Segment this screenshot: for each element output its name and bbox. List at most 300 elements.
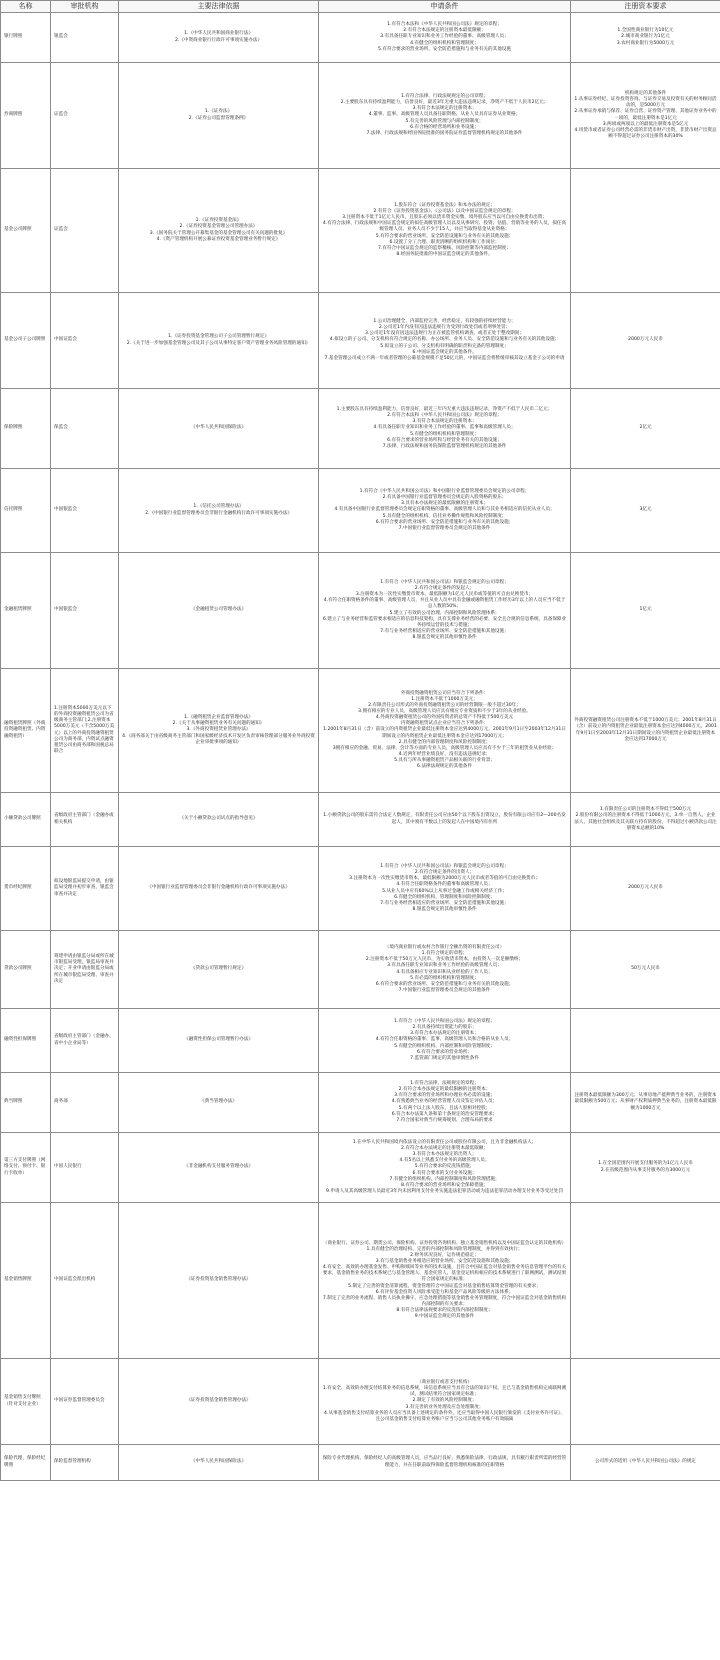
capital-line: 3.农村商业银行为5000万元	[616, 40, 675, 46]
legal-basis-line: 2.《关于进一步加强基金管理公司及其子公司从事特定客户资产管理业务风险管理的通知》	[126, 340, 311, 346]
legal-basis-line: 《贷款公司管理暂行规定》	[190, 966, 247, 972]
requirement-line: 5.有两个以上法人股东，且法人股相对控股；	[398, 1105, 491, 1111]
requirement-line: 4.有符合法律、行政法规和中国证监会规定的拟任高级管理人员以及从事研究、投资、估值、营销等业务的人员，拟任高级管理人员、业务人员不少于15人，并应当取得基金从业资格；	[322, 221, 567, 233]
table-row	[1, 169, 720, 293]
requirement-line: 6.有符合要求的营业场所和与经营业务有关的其他设施；	[387, 437, 502, 443]
requirement-line: 2.具有健全的内部管理制度和风险控制制度；	[398, 739, 491, 745]
requirement-line: 7.制定了完善的业务流程、销售人员执业操守、应急处理措施等基金销售业务管理制度，符合中国证监会对基金销售机构内部控制的有关要求；	[322, 1295, 567, 1307]
requirement-line: 1.主要股东具有持续盈利能力，信誉良好，最近三年内无重大违法违规记录，净资产不低于人民币二亿元；	[336, 407, 553, 413]
license-name-cell	[1, 1445, 51, 1481]
requirement-line: 6.建立了与业务经营和监管要求相适应的信息科技架构，具有支撑业务经营的必要、安全且合规的信息系统，具备保障业务持续运营的技术与措施；	[322, 616, 567, 628]
table-row	[1, 553, 720, 669]
approval-org: 拟设地银监局提交申请，由银监局受理并初步审查，银监会审查并决定	[54, 879, 114, 897]
requirement-line: 4.有具备任职专业知识和业务工作经验的董事、监事和高级管理人员；	[373, 425, 516, 431]
requirement-line: 5.具有健全的组织机构、信托业务操作规程和风险控制制度；	[382, 513, 507, 519]
requirement-line: 3.有具备任职专业知识和业务工作经验的董事、高级管理人员；	[380, 34, 509, 40]
header-req: 申请条件	[319, 1, 571, 13]
capital-line: 1.全国性商业银行为10亿元	[617, 28, 674, 34]
requirements-cell	[319, 1009, 571, 1073]
legal-basis-cell	[119, 553, 319, 669]
requirements-cell	[319, 13, 571, 63]
capital-line: 1.有限责任公司的注册资本不得低于500万元	[599, 807, 692, 813]
license-name-cell	[1, 1203, 51, 1359]
requirement-line: 3.有符合要求的营业场所和办理业务必需的设施；	[394, 1093, 495, 1099]
capital-cell	[571, 469, 720, 553]
header-row	[1, 1, 720, 13]
approval-org-cell	[51, 1009, 119, 1073]
requirement-line: 3.有具备任职专业知识和业务工作经验的高级管理人员；	[387, 963, 502, 969]
license-name-cell	[1, 389, 51, 469]
capital-cell	[571, 1445, 720, 1481]
requirements-cell	[319, 847, 571, 931]
requirement-line: 2.有符合本法和《中华人民共和国公司法》规定的章程；	[387, 413, 502, 419]
license-name: 信托牌照	[4, 507, 23, 513]
legal-basis-cell	[119, 13, 319, 63]
requirement-line: 6.符合本办法第九条和第十条规定的治安管理要求；	[391, 1111, 498, 1117]
license-name: 货币经纪牌照	[4, 885, 32, 891]
requirement-line: 2.制定了有效的风险控制制度；	[412, 1398, 477, 1404]
requirement-line: 1.有符合《中华人民共和国公司法》和银监会规定的公司章程；	[380, 864, 509, 870]
requirement-line: 1.有符合《中华人民共和国公司法》和中国银行业监督管理委员会规定的公司章程；	[359, 489, 530, 495]
requirement-line: 1.有符合法律、行政法规规定的公司章程；	[400, 94, 489, 100]
requirement-line: 6.法律法规规定的其他条件	[417, 764, 472, 770]
requirement-line: 3.注册资本为一次性实缴货币资本，最低限额为1亿元人民币或等值的可自由兑换货币；	[355, 592, 534, 598]
requirement-line: 2.注册资本不低于50万元人民币，为实收货币资本，由投资人一次足额缴纳；	[365, 957, 524, 963]
table-row	[1, 931, 720, 1009]
requirement-line: 2.有符合规定条件的出资人；	[414, 870, 475, 876]
requirement-line: 8.银监会规定的其他审慎性条件	[412, 634, 477, 640]
requirement-line: 3.有符合本办法规定的出资人；	[412, 1152, 477, 1158]
requirements-cell	[319, 931, 571, 1009]
capital-line: 2000万元人民币	[628, 337, 663, 343]
table-row	[1, 669, 720, 793]
requirement-line: 6.有符合要求的营业场所、安全防范措施和与业务有关的其他设施；	[375, 519, 514, 525]
requirement-line: 4.有5名以上熟悉支付业务的高级管理人员；	[399, 1158, 490, 1164]
legal-basis-line: 《中华人民共和国保险法》	[190, 425, 247, 431]
approval-org: 1.注册资本5000万美元以下的外商投资融资租赁公司为省级商务主管部门;2.注册资本5000万美元（不含5000万美元）以上的外商投资融资租赁公司为商务部，内资试点融资租赁公司由商务部和国税总局联合	[54, 706, 115, 754]
legal-basis-cell	[119, 847, 319, 931]
legal-basis-line: 4.《资产管理机构开展公募证券投资基金管理业务暂行规定》	[156, 236, 281, 242]
legal-basis-line: 《中国银行业监督管理委员会非银行金融机构行政许可事项实施办法》	[147, 885, 290, 891]
requirement-line: 7.中国银行业监督管理委员会规定的其他条件	[398, 987, 491, 993]
approval-org-cell	[51, 553, 119, 669]
requirement-line: 5.从业人员中应有60%以上从事过金融工作或相关经济工作；	[382, 888, 507, 894]
legal-basis-line: 2.《关于从事融资租赁业务有关问题的通知》	[172, 721, 265, 727]
requirements-cell	[319, 1359, 571, 1445]
approval-org-cell	[51, 1203, 119, 1359]
requirement-line: 5.具有与所从事融资租赁产品相关联的行业背景；	[394, 757, 495, 763]
license-name-cell	[1, 469, 51, 553]
license-name-cell	[1, 1073, 51, 1133]
requirement-line: 1.2001年8月31日（含）前设立的内资租赁企业最低注册资本金应达到4000万元，2001年9月1日至2003年12月31日期间设立的内资租赁企业最低注册资本金应达到17000万元；	[323, 727, 566, 739]
requirement-line: 1.公司治理健全，内部监控完善，经营稳定，有较强的持续经营能力；	[373, 319, 516, 325]
approval-org-cell	[51, 13, 119, 63]
requirements-cell	[319, 1133, 571, 1203]
requirement-line: 4.有具备相应专业知识和从业经验的工作人员；	[396, 969, 493, 975]
table-row	[1, 293, 720, 389]
requirement-line: 5.有必需的组织机构和管理制度；	[410, 975, 479, 981]
requirement-line: 7.有符合中国证监会规定的监察稽核、风险控制等内部监控制度；	[377, 245, 511, 251]
legal-basis-cell	[119, 63, 319, 169]
legal-basis-cell	[119, 669, 319, 793]
legal-basis-cell	[119, 389, 319, 469]
license-name-cell	[1, 169, 51, 293]
requirement-line: 1.有符合《中华人民共和国公司法》和银监会规定的公司章程；	[380, 580, 509, 586]
capital-cell	[571, 169, 720, 293]
requirements-cell	[319, 63, 571, 169]
approval-org: 中国人民银行	[54, 1164, 82, 1170]
requirement-line: 2.有符合《证券投资基金法》、《公司法》以及中国证监会规定的章程；	[373, 209, 516, 215]
header-cap: 注册资本要求	[571, 1, 720, 13]
requirement-line: 5.有健全的组织机构和管理制度；	[410, 431, 479, 437]
license-name: 基金销售牌照	[4, 1277, 32, 1283]
table-row	[1, 13, 720, 63]
requirement-line: （商业银行或者支付机构）	[416, 1380, 473, 1386]
license-name: 小额贷款公司牌照	[4, 816, 41, 822]
requirements-cell	[319, 1203, 571, 1359]
requirement-line: 5.有完善的风险管理与内部控制制度；	[405, 118, 484, 124]
requirement-line: 3.有符合本法规定的注册资本；	[412, 106, 477, 112]
legal-basis-line: 1.《证券投资基金管理公司子公司管理暂行规定》	[168, 334, 269, 340]
approval-org-cell	[51, 793, 119, 847]
legal-basis-line: 1.《证券投资基金法》	[195, 218, 242, 224]
requirement-line: 6.有符合要求的营业场所；	[417, 1049, 472, 1055]
license-name-cell	[1, 63, 51, 169]
requirement-line: 5.有符合要求的反洗钱措施；	[414, 1164, 475, 1170]
requirement-line: 7.有健全的组织机构、内部控制制度和风险管理措施；	[389, 1176, 500, 1182]
license-name: 贷款公司牌照	[4, 966, 32, 972]
requirements-cell	[319, 669, 571, 793]
requirement-line: 2.有具备持续出资能力的股东；	[412, 1025, 477, 1031]
requirement-line: 4.有符合任职资格条件的董事、高级管理人员，并且从业人员中具有金融或融资租赁工作经历3年以上的人员应当不低于总人数的50%；	[323, 598, 566, 610]
capital-cell	[571, 669, 720, 793]
requirements-cell	[319, 469, 571, 553]
capital-line: 2000万元人民币	[628, 885, 663, 891]
license-name: 典当牌照	[4, 1099, 23, 1105]
approval-org: 省级政府主管部门（金融办或相关机构	[54, 813, 114, 825]
requirement-line: 内资融资租赁试点企业应当符合下列条件：	[400, 721, 489, 727]
requirement-line: 3.注册资本不低于1亿元人民币，且股东必须以货币资金实缴，境外股东应当以可自由兑换货币出资；	[342, 215, 547, 221]
legal-basis-line: 2.《证券公司监督管理条例》	[188, 115, 249, 121]
capital-cell	[571, 931, 720, 1009]
requirement-line: 1.小额贷款公司的股东需符合法定人数规定，有限责任公司应由50个以下股东出资设立，股份有限公司应有2—200名发起人，其中须有半数以上的发起人在中国境内有住所	[323, 813, 566, 825]
table-row	[1, 389, 720, 469]
legal-basis-line: 2.《中资商业银行行政许可事项实施办法》	[174, 37, 263, 43]
requirements-cell	[319, 1073, 571, 1133]
approval-org-cell	[51, 931, 119, 1009]
approval-org: 筹建申请由银监分局或所在城市银监局受理，银监局审查并决定；开业申请由银监分局或所在城市银监局受理、审查并决定	[54, 954, 114, 984]
requirement-line: 4.有健全的组织机构和管理制度；	[410, 40, 479, 46]
capital-cell	[571, 1009, 720, 1073]
license-name: 基金公司牌照	[4, 227, 32, 233]
requirement-line: 4.有安全、高效的办理基金发售、申购和赎回等业务的技术设施，且符合中国证监会对基金销售业务信息管理平台的有关要求，基金销售业务的技术系统已与基金管理人、基金托管人、基金登记机构相应的技术系统进行了联网测试，测试结果符合国家规定的标准；	[322, 1265, 567, 1283]
requirement-line: 4.有符合任职资格的董事、监事、高级管理人员和合格的从业人员；	[375, 1037, 514, 1043]
license-name-cell	[1, 1009, 51, 1073]
capital-cell	[571, 847, 720, 931]
approval-org-cell	[51, 1445, 119, 1481]
requirement-line: 1.有安全、高效的办理支付结算业务的信息系统，该信息系统应当具有合法的知识产权，且已与基金销售机构完成联网测试，测试结果符合国家规定标准；	[322, 1386, 567, 1398]
requirement-line: 7.法律、行政法规和经国务院批准的国务院证券监督管理机构规定的其他条件	[366, 130, 523, 136]
table-row	[1, 1203, 720, 1359]
license-name: 保险牌照	[4, 425, 23, 431]
capital-line: 1.在全国范围内开展支付服务的为1亿元人民币	[598, 1161, 693, 1167]
license-name-cell	[1, 1133, 51, 1203]
approval-org: 中国证券监督管理委员会	[54, 1398, 105, 1404]
license-name-cell	[1, 553, 51, 669]
capital-line: 2亿元	[639, 425, 652, 431]
requirements-cell	[319, 389, 571, 469]
capital-cell	[571, 793, 720, 847]
license-name-cell	[1, 847, 51, 931]
license-name: 融资租赁牌照（外商投资融资租赁、内资融资租赁）	[4, 721, 46, 739]
requirement-line: 4.外商投资融资租赁公司的外国投资者的总资产不得低于500万美元	[375, 715, 514, 721]
requirement-line: 9.申请人及其高级管理人员最近3年内未因利用支付业务实施违法犯罪活动或为违法犯罪活动办理支付业务等受过处罚	[326, 1188, 563, 1194]
capital-line: 外商投资融资租赁公司注册资本不低于1000万美元；2001年8月31日（含）前设立的内资租赁企业最低注册资本金应达到4000万元，2001年9月1日至2003年12月31日期间设立的内资租赁企业最低注册资本金应达到17000万元	[574, 718, 717, 742]
legal-basis-line: 2.《证券投资基金管理公司管理办法》	[179, 224, 258, 230]
header-law: 主要法律依据	[119, 1, 319, 13]
requirement-line: 5.制定了完善的资金清算流程，资金管理符合中国证监会对基金销售结算资金管理的有关要求；	[348, 1283, 541, 1289]
requirement-line: 9.中国证监会规定的其他条件	[414, 1314, 475, 1320]
header-name: 名称	[1, 1, 51, 13]
capital-line: 公司形式的适用《中华人民共和国公司法》的规定	[594, 1459, 697, 1465]
license-name-cell	[1, 931, 51, 1009]
requirement-line: 1.注册资本不低于1000万美元；	[411, 696, 478, 702]
capital-cell	[571, 389, 720, 469]
capital-line: 1.从事证券经纪、证券投资咨询、与证券交易及投资有关的财务顾问活动的，是5000万元	[574, 97, 717, 109]
license-name: 基金销售支付牌照（针对支付企业）	[4, 1395, 41, 1407]
requirement-line: 3.具有本办法规定的最低限额的注册资本；	[400, 501, 489, 507]
requirement-line: 1.有符合本法和《中华人民共和国公司法》规定的章程；	[387, 22, 502, 28]
legal-basis-line: 《融资性担保公司管理暂行办法》	[184, 1037, 253, 1043]
approval-org-cell	[51, 293, 119, 389]
table-row	[1, 469, 720, 553]
capital-cell	[571, 293, 720, 389]
legal-basis-line: 3.《国务院关于管理公开募集基金的基金管理公司有关问题的批复》	[149, 230, 288, 236]
capital-cell	[571, 1203, 720, 1359]
requirement-line: 8.有符合法律法规要求的反洗钱内部控制制度；	[396, 1307, 493, 1313]
approval-org: 证监会	[54, 227, 68, 233]
license-name: 第三方支付牌照（网络支付、预付卡、银行卡收单）	[4, 1158, 46, 1176]
table-row	[1, 1445, 720, 1481]
requirement-line: 1.股东符合《证券投资基金法》和本办法的规定；	[394, 203, 495, 209]
approval-org-cell	[51, 847, 119, 931]
license-name: 基金公司子公司牌照	[4, 337, 46, 343]
requirement-line: 3.有符合本办法规定的注册资本；	[410, 1031, 479, 1037]
requirement-line: 2.有限责任公司形式的外商投资融资租赁公司的经营期限一般不超过30年；	[368, 703, 521, 709]
table-row	[1, 1133, 720, 1203]
requirement-line: 5.有符合要求的营业场所、安全防范设施和与业务有关的其他设施；	[375, 233, 514, 239]
approval-org: 商务部	[54, 1099, 68, 1105]
requirement-line: 2.公司近1年内没有因违法违规行为受到行政处罚或者刑事处罚；	[378, 325, 511, 331]
requirement-line: 2.主要股东具有持续盈利能力，信誉良好，最近3年无重大违法违规记录，净资产不低于人民币2亿元；	[340, 100, 549, 106]
legal-basis-line: 《金融租赁公司管理办法》	[190, 607, 247, 613]
requirement-line: 6.有符合要求的营业场所、安全防范措施和与业务有关的其他设施；	[375, 981, 514, 987]
requirement-line: 1.有符合法律、法规规定的章程；	[410, 1081, 479, 1087]
requirement-line: 4.有熟悉典当业务的经营管理人员及鉴定评估人员；	[391, 1099, 498, 1105]
approval-org: 中国银监会	[54, 607, 77, 613]
license-name-cell	[1, 1359, 51, 1445]
requirement-line: 6.有合格的经营场所和业务设施；	[410, 124, 479, 130]
legal-basis-cell	[119, 469, 319, 553]
legal-basis-cell	[119, 793, 319, 847]
approval-org-cell	[51, 469, 119, 553]
capital-line: 50万元人民币	[631, 966, 660, 972]
capital-cell	[571, 13, 720, 63]
table-row	[1, 1073, 720, 1133]
approval-org: 银监会	[54, 34, 68, 40]
capital-line: 3亿元	[639, 507, 652, 513]
capital-line: 机构规定的其他条件	[624, 91, 667, 97]
approval-org: 中国证监会	[54, 337, 77, 343]
legal-basis-line: 《非金融机构支付服务管理办法》	[184, 1164, 253, 1170]
license-name-cell	[1, 293, 51, 389]
requirements-cell	[319, 169, 571, 293]
requirement-line: 7.符合国家对典当行统筹规划、合理布局的要求	[396, 1117, 493, 1123]
capital-line: 注册资本最低限额为300万元；从事房地产抵押典当业务的，注册资本最低限额为500万元；从事财产权利质押典当业务的，注册资本最低限额为1000万元	[574, 1093, 717, 1111]
requirement-line: 5.有健全的组织机构、内部控制和风险管理制度；	[394, 1043, 495, 1049]
approval-org: 省级政府主管部门（金融办、省中小企业局等）	[54, 1034, 114, 1046]
license-name-cell	[1, 793, 51, 847]
requirements-cell	[319, 553, 571, 669]
requirement-line: 7.监管部门规定的其他审慎性条件	[410, 1055, 479, 1061]
approval-org-cell	[51, 1133, 119, 1203]
requirement-line: 7.基金管理公司成立不满一年或者管理的公募基金规模不足50亿元的，中国证监会将暂缓审核其设立基金子公司的申请	[324, 355, 565, 361]
legal-basis-line: 1.《信托公司管理办法》	[193, 504, 244, 510]
legal-basis-cell	[119, 1203, 319, 1359]
approval-org: 中国银监会	[54, 507, 77, 513]
approval-org: 保险监督管理机构	[54, 1459, 91, 1465]
table-row	[1, 847, 720, 931]
license-name: 银行牌照	[4, 34, 23, 40]
requirement-line: 4.从事基金销售支付结算业务的人员应当具备上述规定的条件外，还应当取得中国人民银行颁发的《支付业务许可证》，且公司基金销售支付结算业务账户应当与公司其他业务账户有效隔离	[324, 1410, 565, 1422]
legal-basis-cell	[119, 1445, 319, 1481]
requirement-line: 2.财务状况良好，运作规范稳定；	[410, 1253, 479, 1259]
requirement-line: 8.有符合要求的营业场所和安全保障措施；	[400, 1182, 489, 1188]
legal-basis-line: 4.《商务部关于由省级商务主管部门和国家级经济技术开发区负责审核管理部分服务业外商投资企业审批事项的通知》	[122, 733, 315, 745]
requirement-line: 2.有符合本办法规定的注册资本最低限额；	[400, 1146, 489, 1152]
requirement-line: 7.法律、行政法规和国务院保险监督管理机构规定的其他条件	[382, 443, 507, 449]
legal-basis-cell	[119, 169, 319, 293]
capital-line: 2.城市商业银行为1亿元	[621, 34, 670, 40]
approval-org-cell	[51, 669, 119, 793]
requirement-line: 6.有评价基金投资人风险承受能力和基金产品风险等级的方法体系；	[375, 1289, 514, 1295]
requirement-line: 7.有与业务经营相适应的营业场所、安全防范措施和其他设施；	[380, 900, 509, 906]
requirement-line: 3.公司近1年没有因违法违规行为正在被监管机构调查，或者正处于整改期间；	[365, 331, 524, 337]
legal-basis-line: 《中华人民共和国保险法》	[190, 1459, 247, 1465]
license-name: 融资性担保牌照	[4, 1037, 37, 1043]
requirement-line: 5.拟设立的子公司、分支机构有明确的职责和完备的管理制度；	[380, 343, 509, 349]
approval-org: 保监会	[54, 425, 68, 431]
table-row	[1, 1009, 720, 1073]
legal-basis-line: 1.《证券法》	[204, 109, 233, 115]
license-name-cell	[1, 13, 51, 63]
requirement-line: 3.有与基金销售业务相适应的营业场所、安全防范设施和其他设施；	[375, 1259, 514, 1265]
requirement-line: 4.有具备中国银行业监督管理委员会规定任职资格的董事、高级管理人员和与其业务相适应的信托从业人员；	[334, 507, 555, 513]
license-name: 券商牌照	[4, 112, 23, 118]
legal-basis-line: 1.《中华人民共和国商业银行法》	[184, 31, 253, 37]
legal-basis-cell	[119, 931, 319, 1009]
legal-basis-line: 《典当管理办法》	[200, 1099, 237, 1105]
capital-cell	[571, 63, 720, 169]
requirement-line: （商业银行、证券公司、期货公司、保险机构、证券投资咨询机构、独立基金销售机构以及中国证监会认定的其他机构）	[322, 1240, 567, 1246]
capital-line: 4.用货币或者证券公司经营必需的非货币财产出资，非货币财产出资总额不得超过证券公司注册资本的30%	[574, 127, 717, 139]
requirement-line: 保险专业代理机构、保险经纪人的高级管理人员，应当品行良好，熟悉保险法律、行政法规，具有履行职责所需的经营管理能力，并在任职前取得保险监督管理机构核准的任职资格	[322, 1456, 567, 1468]
requirement-line: 外商投资融资租赁公司应当符合下列条件：	[400, 690, 489, 696]
legal-basis-line: 《关于小额贷款公司试点的指导意见》	[179, 816, 258, 822]
capital-line: 2.从事证券承销与保荐、证券自营、证券资产管理、其他证券业务中的一项的，最低注册资本是1亿元	[574, 109, 717, 121]
legal-basis-line: 3.《外商投资租赁业管理办法》	[186, 727, 251, 733]
requirement-line: 4.有符合任职资格条件的董事和高级管理人员；	[396, 882, 493, 888]
legal-basis-cell	[119, 1359, 319, 1445]
capital-line: 2.在省级范围内从事支付服务的为3000万元	[600, 1167, 691, 1173]
requirement-line: 3拥有相应的金融、贸易、法律、会计等方面的专业人员，高级管理人员应具有不少于三年的租赁业从业经验；	[332, 745, 557, 751]
requirement-line: 2.有符合本法规定的注册资本最低限额；	[403, 28, 486, 34]
requirement-line: 2.有具备中国银行业监督管理委员会规定的入股资格的股东；	[382, 495, 507, 501]
approval-org-cell	[51, 63, 119, 169]
requirement-line: 1.在中华人民共和国境内依法设立的有限责任公司或股份有限公司，且为非金融机构法人；	[352, 1140, 537, 1146]
requirement-line: 4.拟设立的子公司、分支机构有符合规定的名称、办公场所、业务人员、安全防范设施和与业务有关的其他设施；	[329, 337, 560, 343]
table-body	[1, 13, 720, 1481]
approval-org-cell	[51, 1359, 119, 1445]
approval-org: 证监会	[54, 112, 68, 118]
requirement-line: 3.有符合本法规定的注册资本；	[412, 419, 477, 425]
license-name: 金融租赁牌照	[4, 607, 32, 613]
license-name-cell	[1, 669, 51, 793]
legal-basis-line: 《证券投资基金销售管理办法》	[186, 1398, 251, 1404]
requirement-line: 8.银监会规定的其他审慎性条件	[412, 906, 477, 912]
requirements-cell	[319, 1445, 571, 1481]
requirement-line: 1.有符合《中华人民共和国公司法》规定的章程；	[394, 1019, 495, 1025]
approval-org-cell	[51, 1073, 119, 1133]
legal-basis-line: 2.《中国银行业监督管理委员会非银行金融机构行政许可事项实施办法》	[145, 510, 292, 516]
legal-basis-cell	[119, 1073, 319, 1133]
header-org: 审批机构	[51, 1, 119, 13]
table-row	[1, 1359, 720, 1445]
requirement-line: 3.有完善的业务处理及应急处理制度；	[405, 1404, 484, 1410]
requirement-line: 4.近两年经营业绩良好，没有违法违规纪录；	[398, 751, 491, 757]
approval-org: 中国证监会派出机构	[54, 1277, 96, 1283]
capital-line: 1亿元	[639, 607, 652, 613]
capital-cell	[571, 1133, 720, 1203]
legal-basis-cell	[119, 293, 319, 389]
requirements-cell	[319, 793, 571, 847]
table-row	[1, 793, 720, 847]
requirement-line: 3.注册资本为一次性实缴货币资本，最低限额为2000万元人民币或者等值的可自由兑换货币；	[349, 876, 540, 882]
capital-cell	[571, 1359, 720, 1445]
requirement-line: 3.拥有相应的专业人员，高级管理人员应具有相应专业资质和不少于3年的从业经验。	[358, 709, 531, 715]
requirement-line: 6.中国证监会规定的其他条件。	[412, 349, 477, 355]
requirement-line: 2.有符合规定条件的发起人；	[414, 586, 475, 592]
table-row	[1, 63, 720, 169]
requirement-line: 7.有与业务经营相适应的营业场所、安全防范措施和其他设施；	[380, 628, 509, 634]
license-name: 保险代理、保险经纪牌照	[4, 1456, 46, 1468]
requirement-line: 7.中国银行业监督管理委员会规定的其他条件	[398, 525, 491, 531]
capital-cell	[571, 553, 720, 669]
legal-basis-line: 《证券投资基金销售管理办法》	[186, 1277, 251, 1283]
legal-basis-cell	[119, 1009, 319, 1073]
requirement-line: 6.设置了分工合理、职责清晰的组织机构和工作岗位；	[389, 239, 500, 245]
approval-org-cell	[51, 389, 119, 469]
requirement-line: 8.经国务院批准的中国证监会规定的其他条件。	[396, 251, 493, 257]
legal-basis-line: 1.《融资租赁企业监督管理办法》	[184, 715, 253, 721]
approval-org-cell	[51, 169, 119, 293]
requirement-line: 6.有健全的组织机构、管理制度和风险控制制度；	[394, 894, 495, 900]
capital-line: 2.股份有限公司的注册资本不得低于1000万元，3.单一自然人、企业法人、其他社会组织及其关联方持有的股份，不得超过小额贷款公司注册资本总额的10%	[574, 813, 717, 831]
requirement-line: 5.有符合要求的营业场所、安全防范措施和与业务有关的其他设施	[377, 46, 511, 52]
requirement-line: 1.具有健全的治理结构、完善的内部控制和风险管理制度，并得到有效执行；	[366, 1246, 523, 1252]
requirement-line: 4.董事、监事、高级管理人员具备任职资格，从业人员具有证券从业资格；	[368, 112, 521, 118]
requirement-line: （境内商业银行或农村合作银行全额出资的有限责任公司）	[384, 945, 505, 951]
